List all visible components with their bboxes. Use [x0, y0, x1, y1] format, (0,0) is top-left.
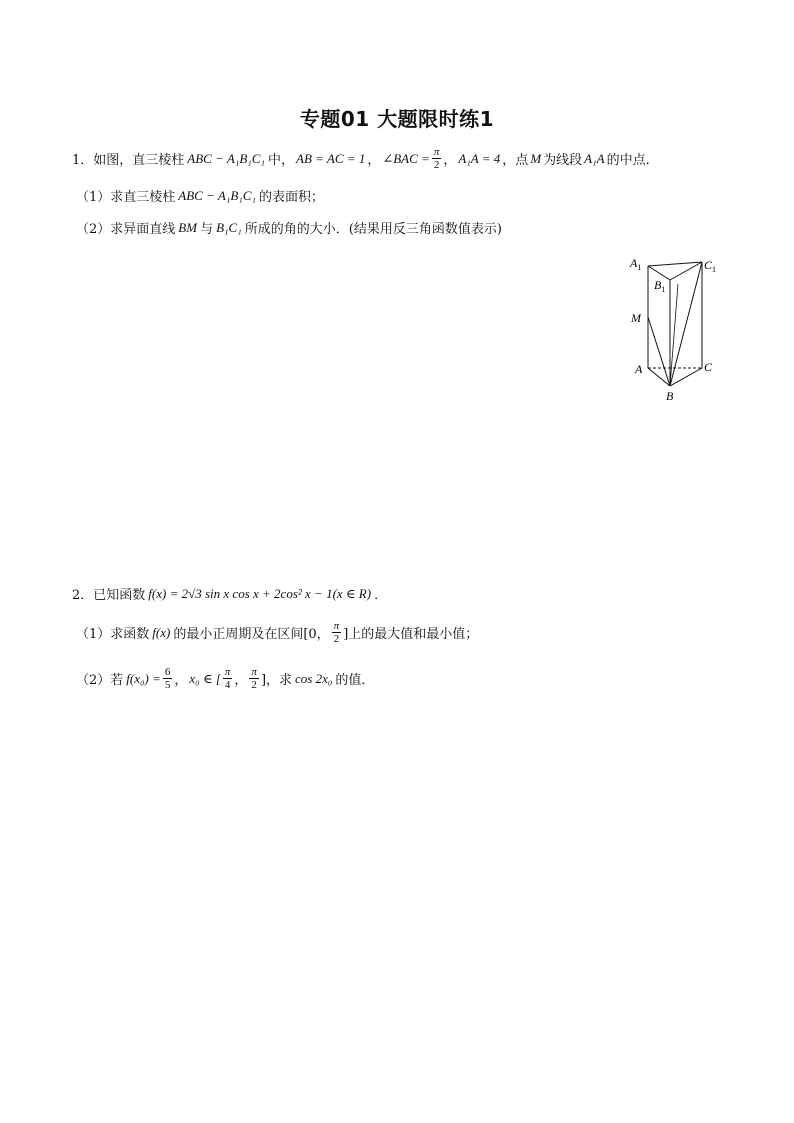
q2-part1-mid: 的最小正周期及在区间[0， — [173, 627, 330, 642]
q1-segment: A₁A — [584, 150, 605, 166]
q1-part2-and: 与 — [200, 222, 214, 237]
q1-part2-label: （2） — [76, 222, 111, 237]
q1-angle: ∠BAC = — [382, 150, 430, 166]
segment-bm — [648, 317, 670, 386]
q2-part1 — [76, 620, 478, 645]
q1-mid: 中， — [268, 153, 295, 168]
label-m: M — [631, 311, 641, 325]
q1-cond-ab-ac: AB = AC = 1 — [296, 150, 366, 166]
edge-b1-c1 — [670, 262, 702, 280]
q2-part2-fraction-value — [163, 666, 173, 691]
q1-comma-2: ， — [443, 153, 457, 168]
q1-part1-text: 求直三棱柱 — [110, 190, 176, 205]
q2-part2-lower-numerator: π — [224, 666, 231, 678]
q1-point-m: M — [530, 150, 542, 166]
q2-part1-numerator: π — [333, 620, 340, 632]
prism-figure — [620, 250, 730, 410]
q1-part1-label: （1） — [76, 190, 111, 205]
q2-end: ． — [374, 588, 388, 603]
q1-part2-text: 求异面直线 — [110, 222, 176, 237]
q1-angle-denominator: 2 — [433, 159, 440, 171]
q2-intro: 已知函数 — [93, 588, 146, 603]
q2-func-expr: f(x) = 2√3 sin x cos x + 2cos² x − 1(x ∈ R) — [148, 585, 372, 601]
q1-part2-line-b1c1: B₁C₁ — [216, 219, 242, 235]
q1-intro: 如图，直三棱柱 — [93, 153, 185, 168]
label-a1: $A_1$ — [630, 256, 642, 272]
label-c: C — [704, 360, 713, 374]
q2-part1-text: 求函数 — [110, 627, 150, 642]
q2-part2 — [76, 666, 374, 691]
q1-part2-line-bm: BM — [178, 219, 198, 235]
q2-number: 2． — [72, 588, 94, 603]
page-title: 专题01 大题限时练1 — [299, 107, 495, 131]
q2-part2-end: 的值． — [335, 673, 375, 688]
q1-number: 1． — [72, 153, 94, 168]
q2-part2-comma: ， — [174, 673, 188, 688]
q2-part2-x0-in: x₀ ∈ [ — [189, 670, 221, 686]
q2-part2-fraction-upper — [249, 666, 259, 691]
q2-part1-fraction — [332, 620, 342, 645]
q1-part1-end: 的表面积； — [259, 190, 325, 205]
q2-part2-if: 若 — [110, 673, 124, 688]
q2-part1-denominator: 2 — [333, 633, 340, 645]
q2-part1-func: f(x) — [152, 624, 171, 640]
q1-end: 的中点． — [606, 153, 659, 168]
q2-part2-numerator-six: 6 — [164, 666, 171, 678]
q1-comma: ， — [367, 153, 381, 168]
q1-angle-numerator: π — [433, 146, 440, 158]
q2-part2-lower-denominator: 4 — [224, 679, 231, 691]
q1-point-text: ，点 — [502, 153, 529, 168]
q2-part2-upper-denominator: 2 — [251, 679, 257, 691]
q1-segment-text: 为线段 — [543, 153, 583, 168]
q1-part1-prism: ABC − A₁B₁C₁ — [178, 187, 256, 203]
label-b1: $B_1$ — [654, 278, 666, 294]
q2-part2-comma-2: ， — [234, 673, 248, 688]
edge-b-c — [670, 368, 702, 386]
q2-part2-bracket: ]，求 — [260, 673, 293, 688]
label-a: A — [635, 362, 643, 376]
q1-prism: ABC − A₁B₁C₁ — [187, 150, 265, 166]
q2-statement — [72, 584, 387, 603]
q1-part2-end: 所成的角的大小．(结果用反三角函数值表示) — [244, 222, 502, 237]
label-b: B — [666, 389, 674, 403]
q1-part2 — [76, 218, 502, 237]
q2-part2-fraction-lower — [223, 666, 233, 691]
q2-part2-cos: cos 2x₀ — [295, 670, 333, 686]
q1-statement — [72, 146, 659, 171]
q1-cond-a1a: A₁A = 4 — [458, 150, 501, 166]
q2-part1-label: （1） — [76, 627, 111, 642]
q2-part2-denominator-five: 5 — [164, 679, 171, 691]
q2-part2-label: （2） — [76, 673, 111, 688]
edge-a1-c1 — [648, 262, 702, 266]
q1-angle-fraction — [432, 146, 442, 171]
q2-part2-upper-numerator: π — [251, 666, 257, 678]
q2-part2-fx0: f(x₀) = — [126, 670, 161, 686]
q2-part1-end: ]上的最大值和最小值； — [343, 627, 479, 642]
q1-part1 — [76, 186, 324, 205]
label-c1: $C_1$ — [704, 258, 717, 274]
